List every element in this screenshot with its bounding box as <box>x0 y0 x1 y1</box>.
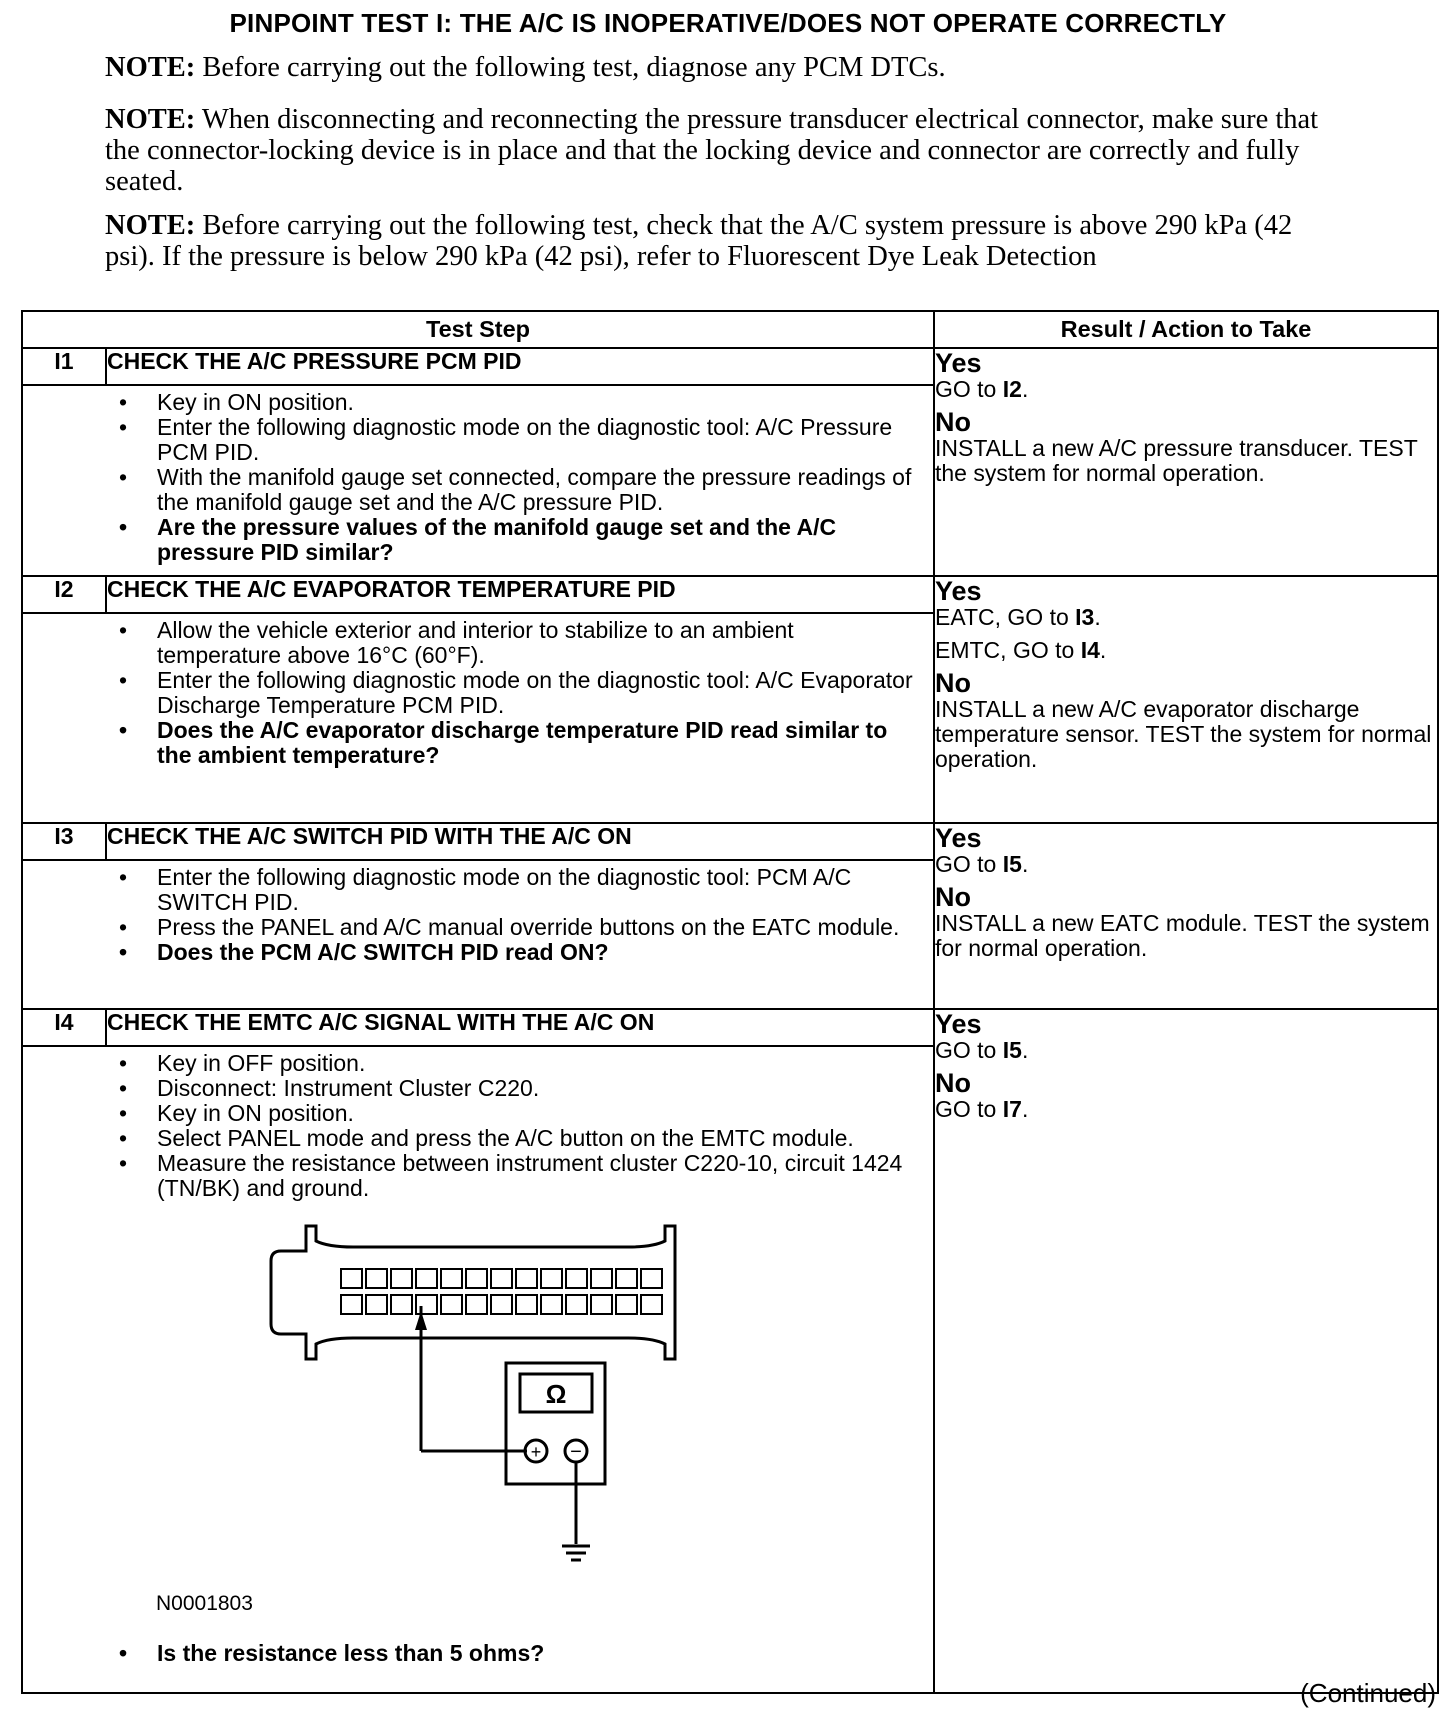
connector-pin <box>466 1269 487 1288</box>
step-id: I3 <box>22 823 106 860</box>
table-row <box>22 823 1438 860</box>
result-cell <box>934 823 1438 1009</box>
list-item: • Enter the following diagnostic mode on the diagnostic tool: PCM A/C SWITCH PID. <box>157 865 913 915</box>
list-item: • Key in ON position. <box>157 390 913 415</box>
table-row <box>22 348 1438 385</box>
col-result: Result / Action to Take <box>934 311 1438 348</box>
connector-pin <box>341 1295 362 1314</box>
plus-terminal: + <box>530 1442 542 1462</box>
list-item: • Allow the vehicle exterior and interior to stabilize to an ambient temperature above 16°C (60°F). <box>157 618 913 668</box>
step-ref: I3 <box>1075 604 1095 630</box>
no-action: INSTALL a new A/C pressure transducer. TEST the system for normal operation. <box>935 435 1418 486</box>
connector-pin <box>391 1269 412 1288</box>
list-item: • Enter the following diagnostic mode on the diagnostic tool: A/C Pressure PCM PID. <box>157 415 913 465</box>
yes-label: Yes <box>935 1009 982 1039</box>
connector-pin <box>616 1295 637 1314</box>
note-label: NOTE: <box>105 104 196 135</box>
result-cell <box>934 348 1438 576</box>
yes-label: Yes <box>935 823 982 853</box>
connector-pin <box>591 1295 612 1314</box>
note-1 <box>105 52 1335 83</box>
step-heading: CHECK THE A/C SWITCH PID WITH THE A/C ON <box>106 823 934 860</box>
yes-action: GO to I5. <box>935 851 1029 877</box>
step-question: • Are the pressure values of the manifold gauge set and the A/C pressure PID similar? <box>157 515 913 565</box>
step-id: I4 <box>22 1009 106 1046</box>
connector-pin <box>441 1269 462 1288</box>
connector-pin <box>366 1295 387 1314</box>
note-2 <box>105 104 1335 197</box>
no-action: INSTALL a new EATC module. TEST the system for normal operation. <box>935 910 1430 961</box>
minus-terminal: − <box>570 1441 582 1463</box>
list-item: • Key in ON position. <box>157 1101 913 1126</box>
yes-action: GO to I2. <box>935 376 1029 402</box>
connector-pin <box>516 1269 537 1288</box>
step-heading: CHECK THE A/C PRESSURE PCM PID <box>106 348 934 385</box>
step-body <box>22 1046 934 1693</box>
list-item: • Measure the resistance between instrument cluster C220-10, circuit 1424 (TN/BK) and ground. <box>157 1151 913 1201</box>
pinpoint-table <box>21 310 1439 1694</box>
yes-action-alt: EMTC, GO to I4. <box>935 637 1107 663</box>
connector-pin <box>466 1295 487 1314</box>
page-title: PINPOINT TEST I: THE A/C IS INOPERATIVE/DOES NOT OPERATE CORRECTLY <box>229 8 1227 38</box>
step-heading: CHECK THE EMTC A/C SIGNAL WITH THE A/C ON <box>106 1009 934 1046</box>
step-ref: I7 <box>1002 1096 1022 1122</box>
note-label: NOTE: <box>105 52 196 83</box>
list-item: • Enter the following diagnostic mode on the diagnostic tool: A/C Evaporator Discharge Temperature PCM PID. <box>157 668 913 718</box>
note-label: NOTE: <box>105 210 196 241</box>
connector-pin <box>566 1269 587 1288</box>
connector-pin <box>491 1295 512 1314</box>
connector-pin <box>516 1295 537 1314</box>
step-ref: I2 <box>1002 376 1022 402</box>
continued-label: (Continued) <box>1300 1678 1436 1708</box>
table-header-row <box>22 311 1438 348</box>
col-test-step: Test Step <box>22 311 934 348</box>
step-body <box>22 385 934 576</box>
yes-label: Yes <box>935 576 982 606</box>
list-item: • Disconnect: Instrument Cluster C220. <box>157 1076 913 1101</box>
ohm-symbol: Ω <box>545 1379 567 1409</box>
connector-pin <box>491 1269 512 1288</box>
list-item: • Press the PANEL and A/C manual override buttons on the EATC module. <box>157 915 913 940</box>
step-body <box>22 860 934 1009</box>
result-cell <box>934 576 1438 823</box>
list-item: • Key in OFF position. <box>157 1051 913 1076</box>
no-label: No <box>935 407 971 437</box>
step-ref: I5 <box>1002 1037 1022 1063</box>
connector-pin <box>616 1269 637 1288</box>
list-item: • Select PANEL mode and press the A/C button on the EMTC module. <box>157 1126 913 1151</box>
connector-pin <box>591 1269 612 1288</box>
table-row <box>22 576 1438 613</box>
table-row <box>22 1009 1438 1046</box>
connector-pin <box>391 1295 412 1314</box>
connector-pin <box>566 1295 587 1314</box>
no-label: No <box>935 882 971 912</box>
step-question: • Is the resistance less than 5 ohms? <box>157 1641 913 1666</box>
result-cell <box>934 1009 1438 1693</box>
connector-pin <box>641 1295 662 1314</box>
list-item: • With the manifold gauge set connected, compare the pressure readings of the manifold gauge set and the A/C pressure PID. <box>157 465 913 515</box>
yes-label: Yes <box>935 348 982 378</box>
step-ref: I4 <box>1080 637 1100 663</box>
connector-pin <box>416 1269 437 1288</box>
no-action: GO to I7. <box>935 1096 1029 1122</box>
connector-diagram <box>23 1201 933 1641</box>
no-action: INSTALL a new A/C evaporator discharge temperature sensor. TEST the system for normal operation. <box>935 696 1432 772</box>
no-label: No <box>935 668 971 698</box>
connector-pin <box>341 1269 362 1288</box>
connector-pin <box>441 1295 462 1314</box>
step-id: I2 <box>22 576 106 613</box>
yes-action: EATC, GO to I3. <box>935 604 1101 630</box>
note-text: Before carrying out the following test, diagnose any PCM DTCs. <box>202 52 946 83</box>
step-ref: I5 <box>1002 851 1022 877</box>
note-text: Before carrying out the following test, check that the A/C system pressure is above 290 kPa (42 psi). If the pressure is below 290 kPa (42 psi), refer to Fluorescent Dye Leak Detection <box>105 210 1293 272</box>
note-3 <box>105 210 1335 272</box>
figure-id: N0001803 <box>156 1592 253 1615</box>
connector-illustration <box>23 1201 923 1641</box>
step-heading: CHECK THE A/C EVAPORATOR TEMPERATURE PID <box>106 576 934 613</box>
step-body <box>22 613 934 823</box>
connector-pin <box>416 1295 437 1314</box>
connector-pin <box>541 1295 562 1314</box>
connector-pin <box>366 1269 387 1288</box>
step-id: I1 <box>22 348 106 385</box>
connector-pin <box>541 1269 562 1288</box>
connector-pin <box>641 1269 662 1288</box>
yes-action: GO to I5. <box>935 1037 1029 1063</box>
no-label: No <box>935 1068 971 1098</box>
step-question: • Does the A/C evaporator discharge temperature PID read similar to the ambient temperature? <box>157 718 913 768</box>
note-text: When disconnecting and reconnecting the pressure transducer electrical connector, make sure that the connector-locking device is in place and that the locking device and connector are correctly and fully seated. <box>105 104 1319 197</box>
step-question: • Does the PCM A/C SWITCH PID read ON? <box>157 940 913 965</box>
